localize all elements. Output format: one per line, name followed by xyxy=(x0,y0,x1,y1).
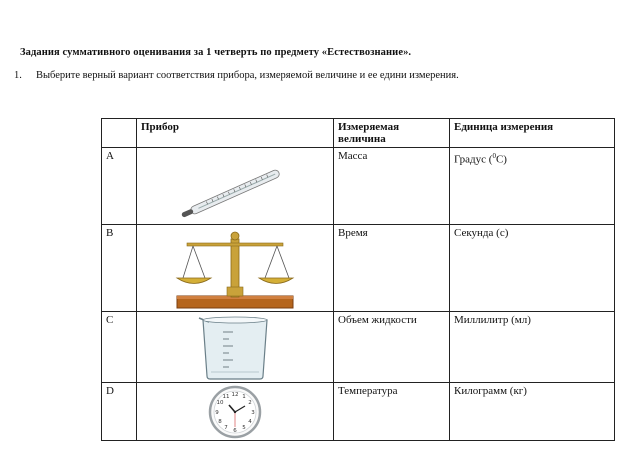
row-letter: D xyxy=(102,383,137,441)
balance-scale-icon xyxy=(141,225,329,310)
row-letter: C xyxy=(102,312,137,383)
svg-text:6: 6 xyxy=(233,428,237,434)
thermometer-icon xyxy=(141,148,329,223)
quantity-cell: Масса xyxy=(334,148,450,225)
matching-table xyxy=(101,118,615,441)
row-letter: B xyxy=(102,225,137,312)
header-device: Прибор xyxy=(137,119,334,148)
quantity-cell: Температура xyxy=(334,383,450,441)
svg-text:3: 3 xyxy=(251,410,255,416)
row-letter: A xyxy=(102,148,137,225)
table-header-row xyxy=(102,119,615,148)
device-cell xyxy=(137,312,334,383)
wall-clock-icon xyxy=(141,383,329,439)
svg-text:2: 2 xyxy=(248,400,252,406)
table-row xyxy=(102,383,615,441)
question-text: Выберите верный вариант соответствия прибора, измеряемой величине и ее едини измерения. xyxy=(36,70,459,81)
quantity-cell: Объем жидкости xyxy=(334,312,450,383)
svg-text:1: 1 xyxy=(242,394,246,400)
svg-text:10: 10 xyxy=(216,400,224,406)
measuring-beaker-icon xyxy=(141,312,329,381)
device-cell xyxy=(137,383,334,441)
unit-cell: Градус ($^0$С) xyxy=(450,148,615,225)
header-quantity: Измеряемая величина xyxy=(334,119,450,148)
unit-cell: Секунда (с) xyxy=(450,225,615,312)
table-row xyxy=(102,148,615,225)
svg-text:9: 9 xyxy=(215,410,219,416)
device-cell xyxy=(137,148,334,225)
document-title: Задания суммативного оценивания за 1 четверть по предмету «Естествознание». xyxy=(20,47,412,58)
svg-text:4: 4 xyxy=(248,419,252,425)
question-number: 1. xyxy=(14,70,22,81)
unit-cell: Килограмм (кг) xyxy=(450,383,615,441)
svg-text:8: 8 xyxy=(218,419,222,425)
header-letter xyxy=(102,119,137,148)
svg-text:12: 12 xyxy=(231,392,239,398)
svg-text:5: 5 xyxy=(242,425,246,431)
svg-text:7: 7 xyxy=(224,425,228,431)
svg-text:11: 11 xyxy=(222,394,230,400)
quantity-cell: Время xyxy=(334,225,450,312)
unit-cell: Миллилитр (мл) xyxy=(450,312,615,383)
header-unit: Единица измерения xyxy=(450,119,615,148)
table-row xyxy=(102,312,615,383)
table-row xyxy=(102,225,615,312)
device-cell xyxy=(137,225,334,312)
